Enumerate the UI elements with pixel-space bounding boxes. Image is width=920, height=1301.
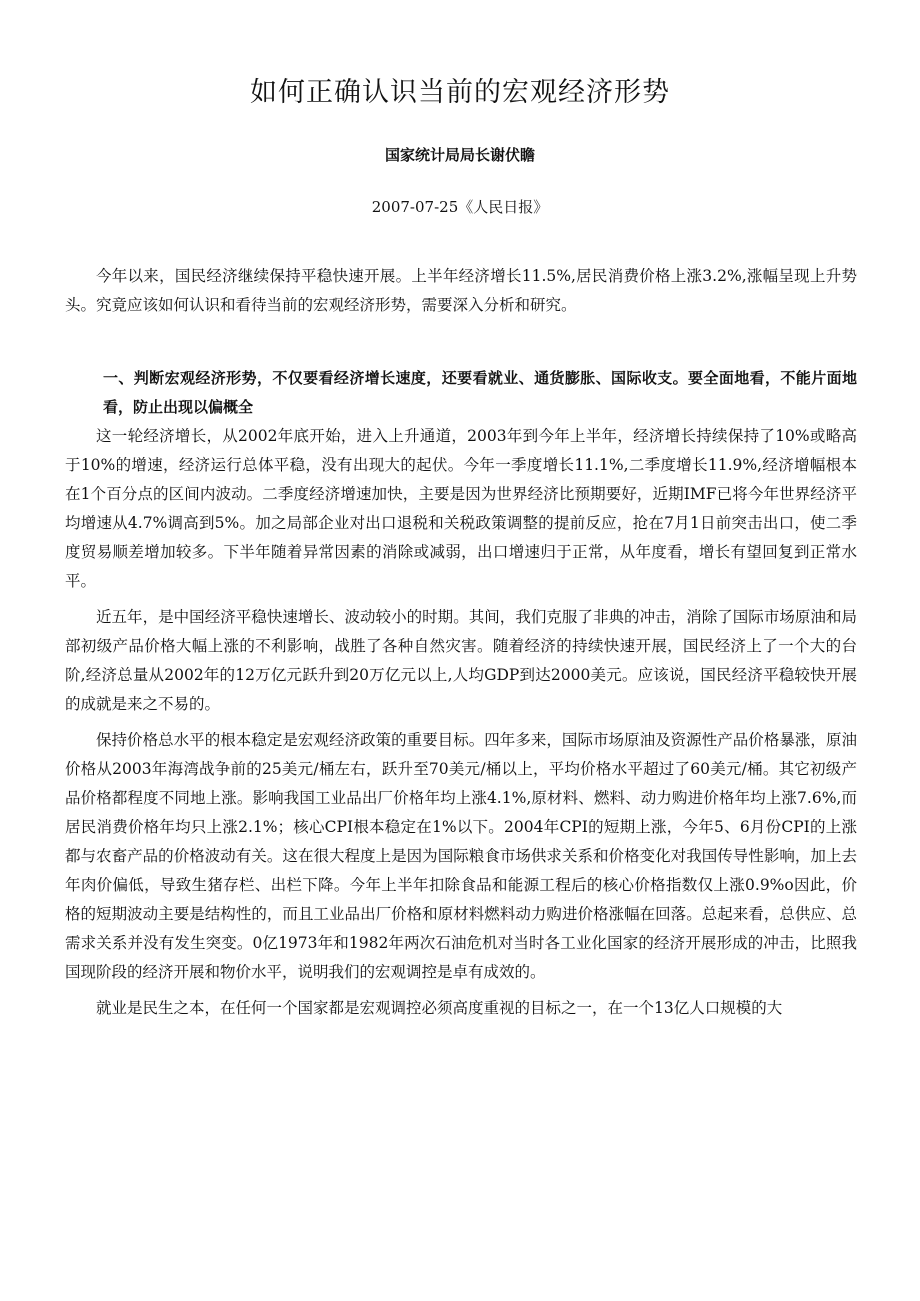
body-paragraph: 这一轮经济增长，从2002年底开始，进入上升通道，2003年到今年上半年，经济增长持续保持了10%或略高于10%的增速，经济运行总体平稳，没有出现大的起伏。今年一季度增长11.1%,二季度增长11.9%,经济增幅根本在1个百分点的区间内波动。二季度经济增速加快，主要是因为世界经济比预期要好，近期IMF已将今年世界经济平均增速从4.7%调高到5%。加之局部企业对出口退税和关税政策调整的提前反应，抢在7月1日前突击出口，使二季度贸易顺差增加较多。下半年随着异常因素的消除或减弱，出口增速归于正常，从年度看，增长有望回复到正常水平。 [65, 427, 857, 590]
author-line: 国家统计局局长谢伏瞻 [384, 146, 535, 164]
document-title: 如何正确认识当前的宏观经济形势 [250, 77, 670, 108]
section-heading: 一、判断宏观经济形势，不仅要看经济增长速度，还要看就业、通货膨胀、国际收支。要全面地看，不能片面地看，防止出现以偏概全 [103, 369, 857, 416]
dateline: 2007-07-25《人民日报》 [371, 198, 549, 216]
body-paragraph: 保持价格总水平的根本稳定是宏观经济政策的重要目标。四年多来，国际市场原油及资源性产品价格暴涨，原油价格从2003年海湾战争前的25美元/桶左右，跃升至70美元/桶以上，平均价格水平超过了60美元/桶。其它初级产品价格都程度不同地上涨。影响我国工业品出厂价格年均上涨4.1%,原材料、燃料、动力购进价格年均上涨7.6%,而居民消费价格年均只上涨2.1%；核心CPI根本稳定在1%以下。2004年CPI的短期上涨，今年5、6月份CPI的上涨都与农畜产品的价格波动有关。这在很大程度上是因为国际粮食市场供求关系和价格变化对我国传导性影响，加上去年肉价偏低，导致生猪存栏、出栏下降。今年上半年扣除食品和能源工程后的核心价格指数仅上涨0.9%o因此，价格的短期波动主要是结构性的，而且工业品出厂价格和原材料燃料动力购进价格涨幅在回落。总起来看，总供应、总需求关系并没有发生突变。0亿1973年和1982年两次石油危机对当时各工业化国家的经济开展形成的冲击，比照我国现阶段的经济开展和物价水平，说明我们的宏观调控是卓有成效的。 [65, 731, 857, 981]
body-paragraph: 就业是民生之本，在任何一个国家都是宏观调控必须高度重视的目标之一，在一个13亿人口规模的大 [96, 999, 783, 1017]
article-body [65, 262, 857, 1023]
intro-paragraph: 今年以来，国民经济继续保持平稳快速开展。上半年经济增长11.5%,居民消费价格上涨3.2%,涨幅呈现上升势头。究竟应该如何认识和看待当前的宏观经济形势，需要深入分析和研究。 [65, 267, 857, 314]
body-paragraph: 近五年，是中国经济平稳快速增长、波动较小的时期。其间，我们克服了非典的冲击，消除了国际市场原油和局部初级产品价格大幅上涨的不利影响，战胜了各种自然灾害。随着经济的持续快速开展，国民经济上了一个大的台阶,经济总量从2002年的12万亿元跃升到20万亿元以上,人均GDP到达2000美元。应该说，国民经济平稳较快开展的成就是来之不易的。 [65, 608, 857, 713]
